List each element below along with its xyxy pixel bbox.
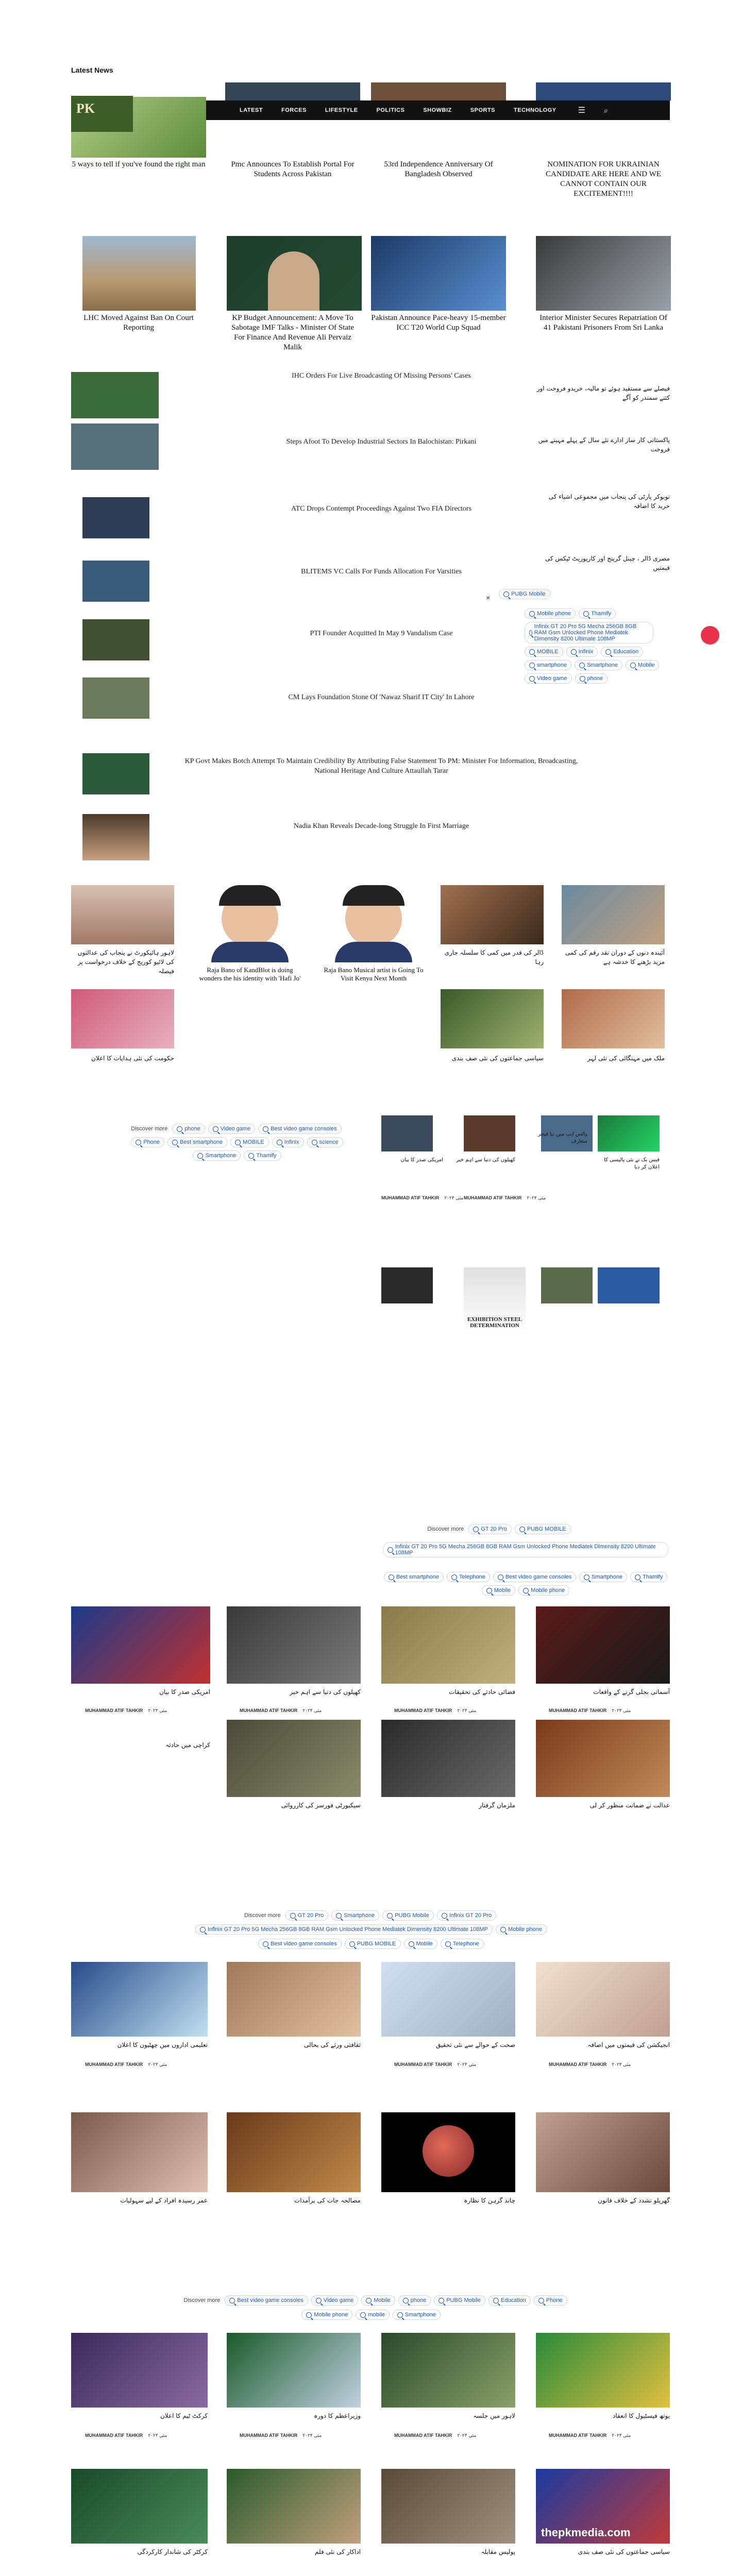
news-image[interactable] — [71, 989, 174, 1048]
headline[interactable]: کھیلوں کی دنیا سے اہم خبر — [290, 1688, 361, 1696]
headline[interactable]: Interior Minister Secures Repatriation Of 41 Pakistani Prisoners From Sri Lanka — [539, 314, 667, 332]
discover-pill[interactable]: Education — [601, 647, 643, 657]
news-image[interactable] — [562, 885, 665, 944]
author-meta: MUHAMMAD ATIF TAHKIR مئی ۲۰۲۴ — [549, 1708, 631, 1713]
search-icon — [349, 1941, 355, 1947]
discover-more-row — [381, 1570, 670, 1597]
discover-pill[interactable]: phone — [398, 2295, 431, 2306]
headline[interactable]: Raja Bano Musical artist is Going To Visit Kenya Next Month — [324, 966, 424, 982]
news-image[interactable] — [541, 1267, 593, 1303]
search-icon — [316, 2298, 322, 2303]
list-thumb[interactable] — [71, 423, 159, 470]
search-icon — [635, 1574, 640, 1580]
news-image[interactable] — [381, 1115, 433, 1151]
author-meta: MUHAMMAD ATIF TAHKIR مئی ۲۰۲۴ — [85, 1708, 167, 1713]
discover-more-row: Discover more GT 20 Pro Smartphone PUBG Mobile Infinix GT 20 Pro — [134, 1909, 608, 1922]
discover-pill[interactable]: Best video game consoles — [258, 1124, 341, 1134]
section-title-latest-news: Latest News — [71, 66, 113, 74]
search-icon — [290, 1913, 296, 1919]
headline[interactable]: یوتھ فیسٹیول کا انعقاد — [612, 2412, 670, 2419]
discover-popup — [477, 587, 672, 757]
search-icon — [213, 1126, 218, 1132]
caricature-image[interactable] — [198, 885, 301, 962]
search-icon — [529, 611, 535, 617]
list-item-title[interactable]: IHC Orders For Live Broadcasting Of Missing Persons' Cases — [292, 372, 471, 380]
list-item-title[interactable]: Nadia Khan Reveals Decade-long Struggle In First Marriage — [293, 822, 469, 830]
news-image[interactable] — [71, 2112, 208, 2192]
search-icon — [519, 1527, 525, 1532]
list-thumb[interactable] — [82, 677, 149, 719]
headline[interactable]: آئیندہ دنوں کے دوران نقد رقم کی کمی مزید بڑھنے کا خدشہ ہے — [565, 949, 665, 965]
news-image[interactable] — [71, 885, 174, 944]
search-icon — [397, 2312, 403, 2318]
discover-pill[interactable]: Best video game consoles — [258, 1939, 341, 1949]
search-icon — [605, 649, 611, 655]
headline[interactable]: سیاسی جماعتوں کی نئی صف بندی — [451, 1055, 544, 1062]
search-icon — [630, 663, 636, 668]
news-image[interactable] — [227, 236, 362, 311]
discover-pill[interactable]: Mobile phone — [518, 1585, 569, 1596]
headline[interactable]: فیس بک نے نئی پالیسی کا اعلان کر دیا — [604, 1157, 660, 1170]
discover-pill[interactable]: PUBG Mobile — [434, 2295, 485, 2306]
author-meta: MUHAMMAD ATIF TAHKIR مئی ۲۰۲۴ — [394, 2062, 477, 2067]
discover-pill[interactable]: Thamify — [244, 1150, 281, 1161]
discover-pill[interactable]: Mobile — [626, 660, 659, 670]
headline[interactable]: NOMINATION FOR UKRAINIAN CANDIDATE ARE HERE AND WE CANNOT CONTAIN OUR EXCITEMENT!!!! — [546, 160, 661, 198]
news-image[interactable] — [441, 989, 544, 1048]
news-image[interactable] — [71, 1962, 208, 2037]
headline[interactable]: وزیراعظم کا دورہ — [314, 2412, 361, 2419]
search-icon — [451, 1574, 457, 1580]
headline[interactable]: آسمانی بجلی گرنے کے واقعات — [593, 1688, 670, 1696]
author-meta: MUHAMMAD ATIF TAHKIR مئی ۲۰۲۴ — [549, 2433, 631, 2438]
news-image[interactable] — [441, 885, 544, 944]
search-icon — [172, 1140, 178, 1145]
search-icon — [366, 2298, 372, 2303]
floating-action-button[interactable] — [701, 626, 719, 645]
discover-pill[interactable]: Mobile — [482, 1585, 515, 1596]
search-icon — [500, 1927, 506, 1933]
headline[interactable]: انجیکشن کی قیمتوں میں اضافہ — [587, 2041, 670, 2048]
headline[interactable]: امریکی صدر کا بیان — [159, 1688, 210, 1696]
discover-pill[interactable]: MOBILE — [525, 647, 563, 657]
headline[interactable]: فضائی حادثے کی تحقیقات — [449, 1688, 515, 1696]
discover-pill[interactable]: GT 20 Pro — [285, 1910, 329, 1921]
discover-pill[interactable]: Best video game consoles — [225, 2295, 308, 2306]
news-image[interactable] — [227, 1962, 361, 2037]
discover-pill[interactable]: Infinix — [272, 1137, 304, 1147]
discover-more-row — [72, 1923, 670, 1936]
discover-pill[interactable]: Smartphone — [331, 1910, 379, 1921]
nav-technology[interactable]: TECHNOLOGY — [514, 107, 556, 113]
nav-sports[interactable]: SPORTS — [470, 107, 496, 113]
author-meta: MUHAMMAD ATIF TAHKIR مئی ۲۰۲۴ — [85, 2062, 167, 2067]
nav-forces[interactable]: FORCES — [281, 107, 307, 113]
discover-pill[interactable]: Best smartphone — [384, 1572, 444, 1582]
latest-news-lead-image[interactable] — [71, 82, 206, 158]
list-thumb[interactable] — [82, 753, 149, 794]
discover-pill[interactable]: Mobile phone — [301, 2310, 352, 2320]
news-image[interactable] — [381, 2112, 515, 2192]
search-icon — [503, 591, 509, 597]
news-image[interactable] — [71, 2333, 208, 2408]
headline[interactable]: مصالحہ جات کی برآمدات — [294, 2197, 361, 2204]
discover-pill[interactable]: Smartphone — [393, 2310, 441, 2320]
discover-pill[interactable]: Education — [488, 2295, 531, 2306]
list-item-title[interactable]: Steps Afoot To Develop Industrial Sectors In Balochistan: Pirkani — [286, 438, 477, 446]
discover-pill[interactable]: MOBILE — [230, 1137, 269, 1147]
news-image[interactable] — [381, 1606, 515, 1684]
headline[interactable]: تعلیمی اداروں میں چھٹیوں کا اعلان — [117, 2041, 208, 2048]
discover-pill[interactable]: phone — [172, 1124, 205, 1134]
search-icon — [229, 2298, 235, 2303]
author-meta: MUHAMMAD ATIF TAHKIR مئی ۲۰۲۴ — [549, 2062, 631, 2067]
discover-pill[interactable]: Infinix GT 20 Pro 5G Mecha 256GB 8GB RAM Gsm Unlocked Phone Mediatek Dimensity 8200 Ultimate 108MP — [525, 622, 653, 643]
discover-pill[interactable]: PUBG Mobile — [382, 1910, 434, 1921]
discover-pill[interactable]: Video game — [525, 673, 572, 684]
headline[interactable]: گھریلو تشدد کے خلاف قانون — [598, 2197, 670, 2204]
discover-more-row: Discover more Best video game consoles Video game Mobile phone PUBG Mobile Education Phone — [93, 2294, 660, 2307]
headline[interactable]: عمر رسیدہ افراد کے لیے سہولیات — [120, 2197, 208, 2204]
urdu-list-item[interactable]: مصری ڈالر ، چینل گرینج اور کارپوریٹ ٹیکس کی قیمتیں — [545, 555, 670, 571]
news-image[interactable] — [536, 236, 671, 311]
discover-pill[interactable]: Best smartphone — [167, 1137, 227, 1147]
search-icon — [493, 2298, 499, 2303]
watermark-text: thepkmedia.com — [541, 2526, 631, 2539]
discover-more-row: Discover more GT 20 Pro PUBG MOBILE — [392, 1522, 608, 1536]
nav-latest[interactable]: LATEST — [240, 107, 263, 113]
search-icon — [538, 2298, 544, 2303]
author-meta: MUHAMMAD ATIF TAHKIR مئی ۲۰۲۴ — [381, 1195, 464, 1200]
news-image[interactable] — [536, 82, 671, 100]
news-image[interactable] — [381, 1962, 515, 2037]
headline[interactable]: کراچی میں حادثہ — [165, 1741, 210, 1749]
discover-pill[interactable]: mobile — [356, 2310, 389, 2320]
search-icon — [177, 1126, 182, 1132]
news-image[interactable] — [536, 1606, 670, 1684]
urdu-list-item[interactable]: فیصلے سے مستفید ہوئے تو مالیہ، خریدو فروخت اور کتنے سمندر کو آگے — [536, 385, 670, 401]
news-image[interactable] — [598, 1115, 660, 1151]
search-icon — [306, 2312, 312, 2318]
discover-pill[interactable]: GT 20 Pro — [468, 1524, 512, 1534]
headline[interactable]: 53rd Independence Anniversary Of Bangladesh Observed — [384, 160, 493, 178]
discover-pill[interactable]: Mobile — [404, 1939, 437, 1949]
search-icon[interactable]: ⌕ — [603, 106, 608, 114]
discover-pill[interactable]: Infinix GT 20 Pro 5G Mecha 256GB 8GB RAM Gsm Unlocked Phone Mediatek Dimensity 8200 Ultimate 108MP — [383, 1542, 668, 1557]
headline[interactable]: 5 ways to tell if you've found the right man — [72, 160, 206, 168]
discover-pill[interactable]: Smartphone — [579, 1572, 627, 1582]
headline[interactable]: سیاسی جماعتوں کی نئی صف بندی — [578, 2548, 670, 2555]
search-icon — [387, 1547, 393, 1553]
list-thumb[interactable] — [82, 814, 149, 860]
news-image[interactable] — [227, 1720, 361, 1797]
list-thumb[interactable] — [82, 497, 149, 538]
close-icon[interactable]: × — [486, 594, 491, 602]
urdu-list-item[interactable]: توبوکر پارٹی کی پنجاب میں مجموعی اشیاء کی خرید کا اضافہ — [548, 493, 670, 510]
discover-pill[interactable]: Mobile phone — [496, 1924, 547, 1935]
discover-more-row — [381, 1540, 670, 1559]
headline[interactable]: LHC Moved Against Ban On Court Reporting — [83, 314, 194, 332]
search-icon — [263, 1126, 268, 1132]
discover-pill[interactable]: Infinix GT 20 Pro 5G Mecha 256GB 8GB RAM Gsm Unlocked Phone Mediatek Dimensity 8200 Ultimate 108MP — [195, 1924, 493, 1935]
main-nav — [206, 100, 670, 120]
list-item-title[interactable]: BLITEMS VC Calls For Funds Allocation For Varsities — [301, 568, 462, 575]
headline[interactable]: کرکٹ ٹیم کا اعلان — [160, 2412, 208, 2419]
headline[interactable]: صحت کے حوالے سے نئی تحقیق — [435, 2041, 515, 2048]
discover-pill[interactable]: Telephone — [441, 1939, 484, 1949]
search-icon — [235, 1140, 241, 1145]
discover-pill[interactable]: smartphone — [525, 660, 571, 670]
headline[interactable]: ڈالر کی قدر میں کمی کا سلسلہ جاری رہا — [444, 949, 544, 965]
search-icon — [498, 1574, 503, 1580]
discover-pill[interactable]: Phone — [534, 2295, 567, 2306]
news-image[interactable] — [82, 236, 196, 311]
news-image[interactable] — [371, 236, 506, 311]
discover-pill[interactable]: Phone — [131, 1137, 164, 1147]
search-icon — [529, 630, 532, 636]
headline[interactable]: حکومت کی نئی ہدایات کا اعلان — [91, 1055, 174, 1062]
headline[interactable]: ملزمان گرفتار — [479, 1802, 515, 1809]
news-image[interactable] — [598, 1267, 660, 1303]
discover-pill[interactable]: Mobile — [361, 2295, 395, 2306]
list-item-title[interactable]: PTI Founder Acquitted In May 9 Vandalism Case — [310, 630, 453, 637]
discover-more-row: Discover more phone Video game Best video game consoles Phone Best smartphone MOBILE Infinix science Smartphone Thamify — [113, 1122, 361, 1162]
search-icon — [360, 2312, 366, 2318]
discover-pill[interactable]: Infinix — [566, 647, 598, 657]
search-icon — [445, 1941, 451, 1947]
news-image[interactable] — [536, 2333, 670, 2408]
headline[interactable]: امریکی صدر کا بیان — [400, 1157, 443, 1163]
discover-pill[interactable]: PUBG MOBILE — [515, 1524, 571, 1534]
discover-pill[interactable]: phone — [575, 673, 608, 684]
discover-pill[interactable]: Mobile phone — [525, 608, 576, 619]
news-image[interactable] — [381, 2333, 515, 2408]
search-icon — [473, 1527, 479, 1532]
news-image[interactable] — [371, 82, 506, 100]
search-icon — [579, 663, 585, 668]
discover-pill[interactable]: Infinix GT 20 Pro — [437, 1910, 496, 1921]
news-image[interactable] — [227, 2112, 361, 2192]
search-icon — [529, 663, 535, 668]
headline[interactable]: لاہور میں جلسہ — [473, 2412, 515, 2419]
search-icon — [312, 1140, 317, 1145]
search-icon — [442, 1913, 447, 1919]
news-image[interactable] — [71, 1606, 210, 1684]
headline[interactable]: واٹس ایپ میں نیا فیچر متعارف — [538, 1131, 587, 1144]
nav-politics[interactable]: POLITICS — [376, 107, 405, 113]
headline[interactable]: Pmc Announces To Establish Portal For Students Across Pakistan — [231, 160, 355, 178]
nav-lifestyle[interactable]: LIFESTYLE — [325, 107, 358, 113]
news-image[interactable] — [381, 2469, 515, 2544]
search-icon — [248, 1153, 254, 1159]
poster-title: EXHIBITION STEEL DETERMINATION — [467, 1316, 522, 1329]
news-image[interactable] — [536, 2112, 670, 2192]
discover-pill[interactable]: PUBG MOBILE — [345, 1939, 401, 1949]
news-image[interactable] — [381, 1267, 433, 1303]
author-meta: MUHAMMAD ATIF TAHKIR مئی ۲۰۲۴ — [85, 2433, 167, 2438]
news-image[interactable] — [562, 989, 665, 1048]
urdu-list-item[interactable]: پاکستانی کار ساز ادارے نئے سال کے پہلے مہینے میں فروخت — [538, 436, 670, 453]
search-icon — [529, 649, 535, 655]
author-meta: MUHAMMAD ATIF TAHKIR مئی ۲۰۲۴ — [240, 1708, 322, 1713]
author-meta: MUHAMMAD ATIF TAHKIR مئی ۲۰۲۴ — [240, 2433, 322, 2438]
news-image[interactable] — [71, 2469, 208, 2544]
search-icon — [403, 2298, 409, 2303]
headline[interactable]: کرکٹر کی شاندار کارکردگی — [137, 2548, 208, 2555]
headline[interactable]: پولیس مقابلہ — [481, 2548, 515, 2555]
discover-pill[interactable]: Thamify — [579, 608, 616, 619]
discover-pill[interactable]: Smartphone — [575, 660, 622, 670]
discover-pill[interactable]: Smartphone — [193, 1150, 241, 1161]
search-icon — [523, 1588, 529, 1594]
list-item-title[interactable]: CM Lays Foundation Stone Of 'Nawaz Sharif IT City' In Lahore — [288, 693, 475, 701]
headline[interactable]: سیکیورٹی فورسز کی کارروائی — [281, 1802, 361, 1809]
search-icon — [136, 1140, 141, 1145]
headline[interactable]: اداکار کی نئی فلم — [315, 2548, 361, 2555]
search-icon — [580, 676, 585, 682]
discover-pill[interactable]: Best video game consoles — [493, 1572, 576, 1582]
search-icon — [336, 1913, 342, 1919]
discover-pill[interactable]: PUBG Mobile — [499, 589, 550, 599]
discover-pill[interactable]: Video game — [208, 1124, 256, 1134]
author-meta: MUHAMMAD ATIF TAHKIR مئی ۲۰۲۴ — [394, 2433, 477, 2438]
discover-more-row — [175, 1937, 567, 1951]
news-image[interactable] — [536, 1720, 670, 1797]
search-icon — [486, 1588, 492, 1594]
headline[interactable]: ملک میں مہنگائی کی نئی لہر — [587, 1055, 665, 1062]
search-icon — [529, 676, 535, 682]
headline[interactable]: عدالت نے ضمانت منظور کر لی — [589, 1802, 670, 1809]
menu-icon[interactable]: ☰ — [578, 106, 585, 115]
list-thumb[interactable] — [82, 561, 149, 602]
discover-pill[interactable]: science — [307, 1137, 343, 1147]
list-thumb[interactable] — [71, 372, 159, 418]
news-image[interactable] — [536, 2469, 670, 2544]
search-icon — [439, 2298, 444, 2303]
search-icon — [263, 1941, 268, 1947]
news-image[interactable] — [536, 1962, 670, 2037]
search-icon — [584, 1574, 589, 1580]
discover-pill[interactable]: Video game — [311, 2295, 359, 2306]
headline[interactable]: ثقافتی ورثے کی بحالی — [304, 2041, 361, 2048]
list-item-title[interactable]: ATC Drops Contempt Proceedings Against Two FIA Directors — [291, 505, 471, 513]
search-icon — [571, 649, 577, 655]
news-image[interactable] — [227, 2333, 361, 2408]
author-meta: MUHAMMAD ATIF TAHKIR مئی ۲۰۲۴ — [464, 1195, 546, 1200]
search-icon — [583, 611, 589, 617]
author-meta: MUHAMMAD ATIF TAHKIR مئی ۲۰۲۴ — [394, 1708, 477, 1713]
search-icon — [387, 1913, 393, 1919]
discover-pill[interactable]: Telephone — [447, 1572, 490, 1582]
caricature-image[interactable] — [322, 885, 425, 962]
search-icon — [200, 1927, 206, 1933]
search-icon — [389, 1574, 394, 1580]
news-image[interactable] — [227, 2469, 361, 2544]
search-icon — [409, 1941, 414, 1947]
nav-showbiz[interactable]: SHOWBIZ — [423, 107, 452, 113]
headline[interactable]: KP Budget Announcement: A Move To Sabotage IMF Talks - Minister Of State For Finance And Revenue Ali Pervaiz Malik — [231, 314, 354, 351]
news-image[interactable] — [227, 1606, 361, 1684]
headline[interactable]: کھیلوں کی دنیا سے اہم خبر — [456, 1157, 515, 1163]
headline[interactable]: Raja Bano of KandBlot is doing wonders the his identity with 'Hafi Jo' — [199, 966, 301, 982]
discover-more-row — [247, 2308, 495, 2321]
headline[interactable]: Pakistan Announce Pace-heavy 15-member ICC T20 World Cup Squad — [371, 314, 506, 332]
news-image[interactable] — [225, 82, 360, 100]
headline[interactable]: لاہور ہائیکورٹ نے پنجاب کی عدالتوں کی لائیو کوریج کے خلاف درخواست پر فیصلہ — [77, 949, 174, 975]
news-image[interactable] — [464, 1115, 515, 1151]
pk-media-logo: PK — [71, 96, 133, 132]
search-icon — [197, 1153, 203, 1159]
discover-pill[interactable]: Thamify — [630, 1572, 667, 1582]
search-icon — [277, 1140, 282, 1145]
news-image[interactable] — [381, 1720, 515, 1797]
headline[interactable]: چاند گرہن کا نظارہ — [464, 2197, 515, 2204]
list-thumb[interactable] — [82, 619, 149, 660]
list-item-title[interactable]: KP Govt Makes Botch Attempt To Maintain Credibility By Attributing False Statement To PM: Minister For Information, Broadcasting, National Heritage And Culture Attaullah Tarar — [184, 757, 578, 775]
